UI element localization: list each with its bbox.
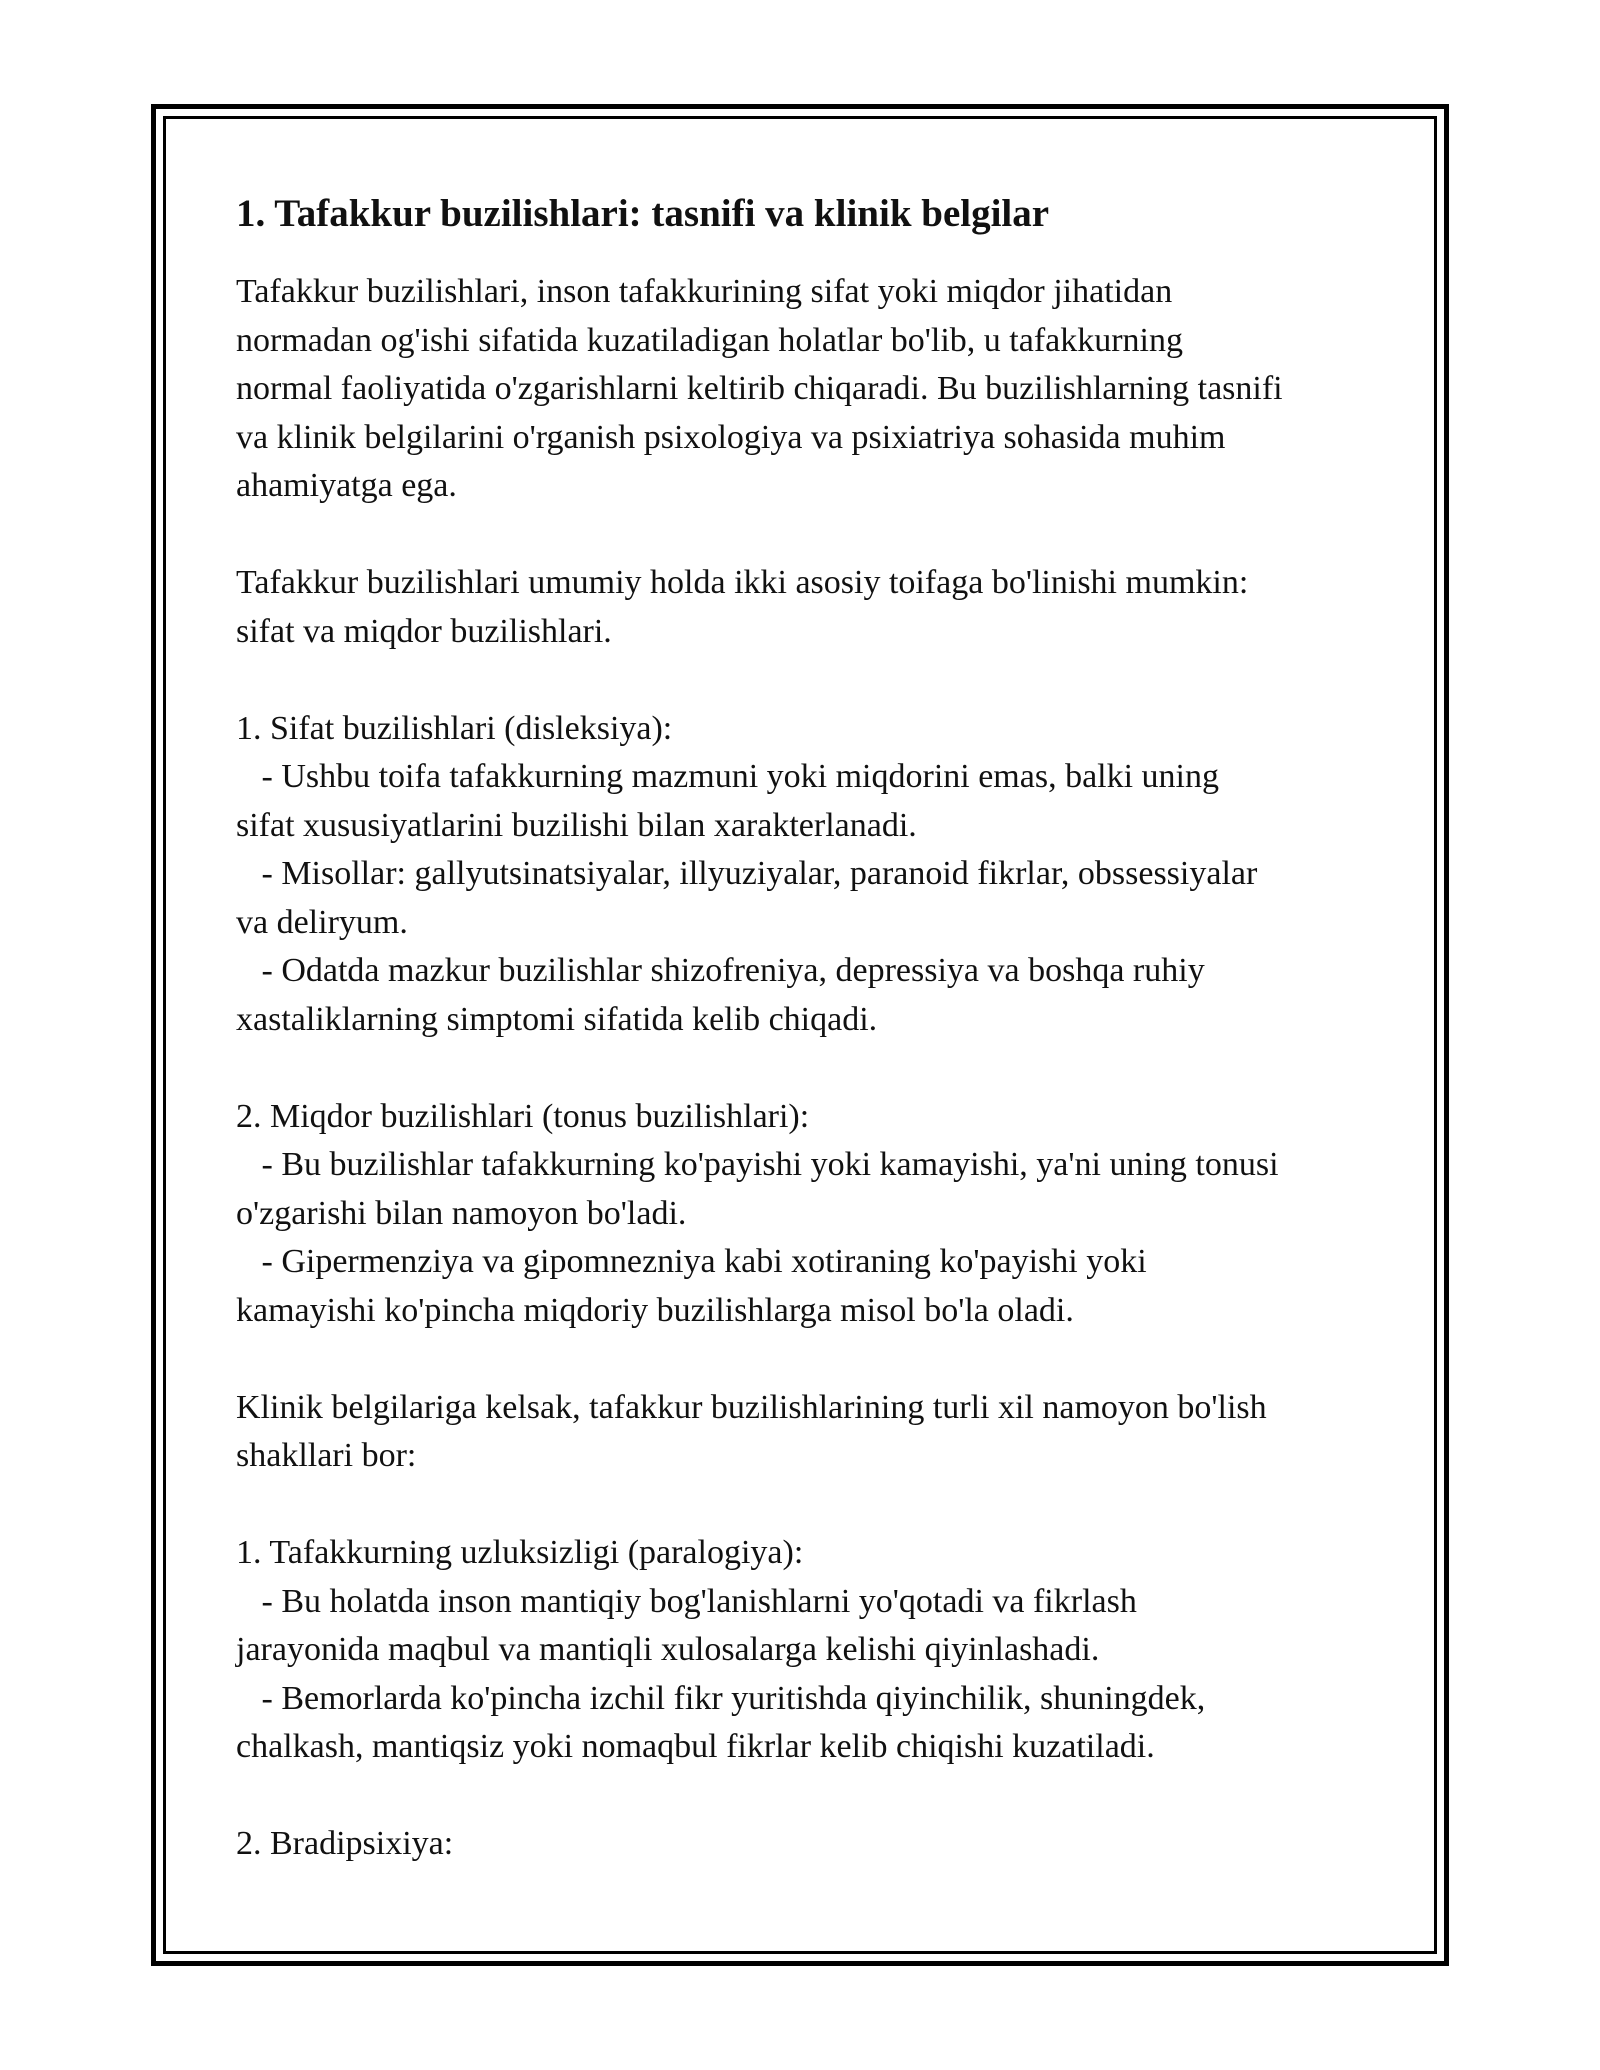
text-line: - Misollar: gallyutsinatsiyalar, illyuziyalar, paranoid fikrlar, obssessiyalar xyxy=(236,855,1258,892)
paragraph-block xyxy=(236,268,1376,511)
text-line: normal faoliyatida o'zgarishlarni keltirib chiqaradi. Bu buzilishlarning tasnifi xyxy=(236,370,1283,407)
paragraph-gap xyxy=(236,656,1376,705)
paragraph-block xyxy=(236,1820,1376,1869)
document-blocks xyxy=(236,268,1376,1869)
text-line: ahamiyatga ega. xyxy=(236,467,457,504)
text-line: Tafakkur buzilishlari, inson tafakkurining sifat yoki miqdor jihatidan xyxy=(236,273,1173,310)
text-line: shakllari bor: xyxy=(236,1437,417,1474)
paragraph-gap xyxy=(236,1335,1376,1384)
text-line: - Ushbu toifa tafakkurning mazmuni yoki miqdorini emas, balki uning xyxy=(236,758,1219,795)
text-line: xastaliklarning simptomi sifatida kelib chiqadi. xyxy=(236,1000,878,1038)
paragraph-block xyxy=(236,1384,1376,1481)
text-line: kamayishi ko'pincha miqdoriy buzilishlarga misol bo'la oladi. xyxy=(236,1291,1074,1329)
text-line: 2. Bradipsixiya: xyxy=(236,1825,454,1862)
paragraph-gap xyxy=(236,1772,1376,1821)
paragraph-block xyxy=(236,1529,1376,1772)
text-line: - Bemorlarda ko'pincha izchil fikr yuritishda qiyinchilik, shuningdek, xyxy=(236,1679,1206,1717)
text-line: - Bu buzilishlar tafakkurning ko'payishi yoki kamayishi, ya'ni uning tonusi xyxy=(236,1146,1279,1183)
text-line: Tafakkur buzilishlari umumiy holda ikki asosiy toifaga bo'linishi mumkin: xyxy=(236,564,1249,601)
text-line: va deliryum. xyxy=(236,903,408,941)
text-line: 1. Sifat buzilishlari (disleksiya): xyxy=(236,709,673,747)
text-line: 2. Miqdor buzilishlari (tonus buzilishlari): xyxy=(236,1097,810,1135)
text-line: Klinik belgilariga kelsak, tafakkur buzilishlarining turli xil namoyon bo'lish xyxy=(236,1388,1267,1426)
text-line: sifat va miqdor buzilishlari. xyxy=(236,612,612,650)
paragraph-block xyxy=(236,1093,1376,1336)
paragraph-block xyxy=(236,705,1376,1045)
text-line: - Gipermenziya va gipomnezniya kabi xotiraning ko'payishi yoki xyxy=(236,1243,1147,1280)
text-line: normadan og'ishi sifatida kuzatiladigan holatlar bo'lib, u tafakkurning xyxy=(236,321,1184,359)
document-body xyxy=(236,188,1376,1869)
text-line: va klinik belgilarini o'rganish psixologiya va psixiatriya sohasida muhim xyxy=(236,418,1226,456)
text-line: 1. Tafakkurning uzluksizligi (paralogiya): xyxy=(236,1534,804,1571)
text-line: chalkash, mantiqsiz yoki nomaqbul fikrlar kelib chiqishi kuzatiladi. xyxy=(236,1728,1155,1765)
paragraph-gap xyxy=(236,1481,1376,1530)
text-line: sifat xususiyatlarini buzilishi bilan xarakterlanadi. xyxy=(236,806,917,844)
paragraph-block xyxy=(236,559,1376,656)
paragraph-gap xyxy=(236,511,1376,560)
text-line: jarayonida maqbul va mantiqli xulosalarga kelishi qiyinlashadi. xyxy=(236,1631,1100,1668)
text-line: o'zgarishi bilan namoyon bo'ladi. xyxy=(236,1194,687,1232)
text-line: - Bu holatda inson mantiqiy bog'lanishlarni yo'qotadi va fikrlash xyxy=(236,1582,1137,1620)
paragraph-gap xyxy=(236,1044,1376,1093)
section-title: 1. Tafakkur buzilishlari: tasnifi va klinik belgilar xyxy=(236,192,1050,235)
text-line: - Odatda mazkur buzilishlar shizofreniya, depressiya va boshqa ruhiy xyxy=(236,952,1205,989)
